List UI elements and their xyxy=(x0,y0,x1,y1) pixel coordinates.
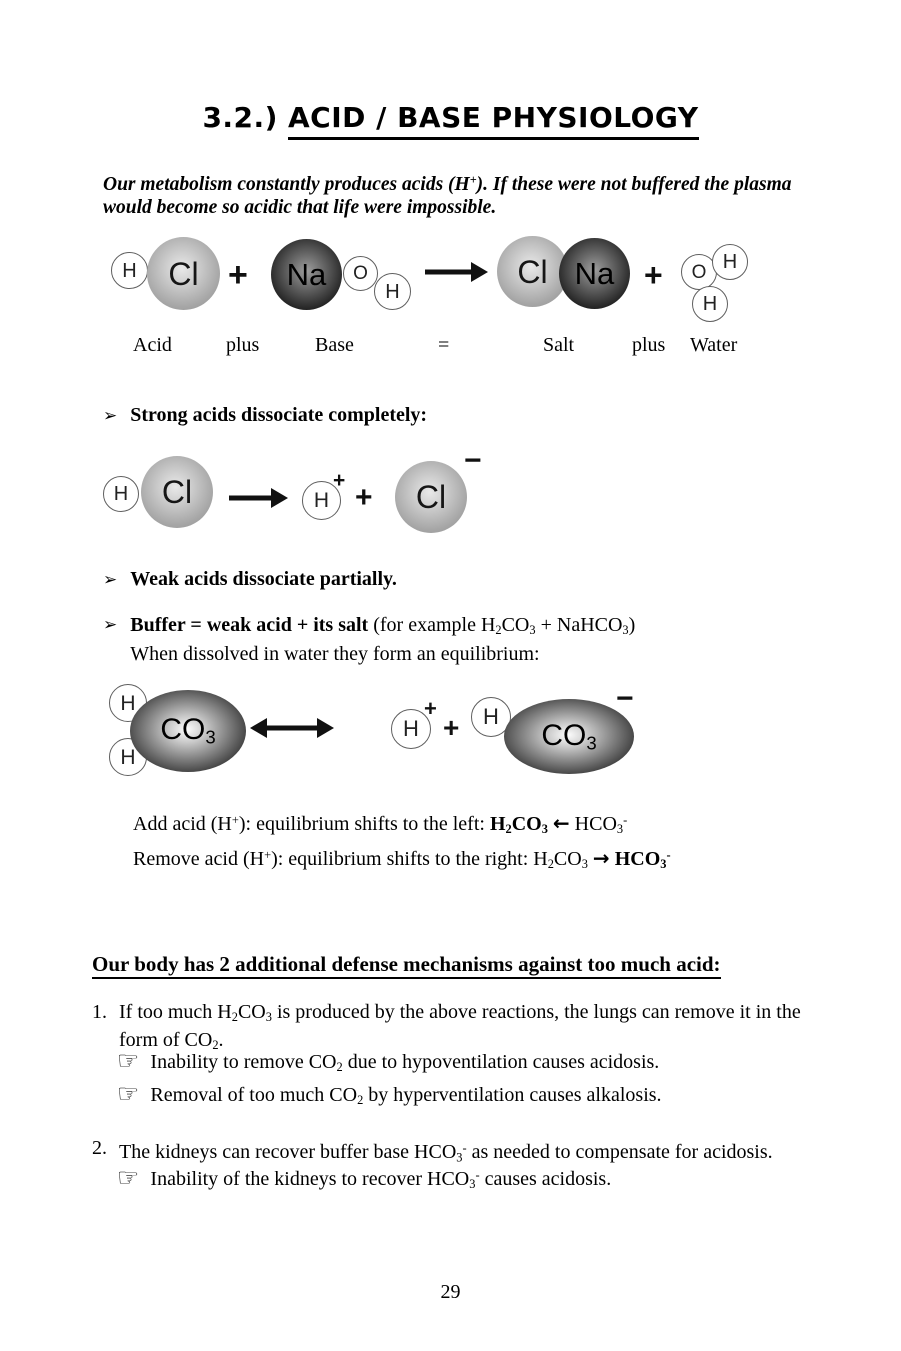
bullet-strong-acids xyxy=(103,404,427,427)
list-number-1: 1. xyxy=(92,1001,107,1023)
arrowhead-bullet-icon: ➢ xyxy=(103,406,118,426)
plus-operator: + xyxy=(355,481,373,514)
pointer-note-2: ☞ Removal of too much $CO_2$ by hyperventilation causes alkalosis. xyxy=(117,1079,662,1108)
equation-label-equals: = xyxy=(438,334,450,356)
arrowhead-bullet-icon: ➢ xyxy=(103,615,118,635)
atom-chlorine: Cl xyxy=(141,456,213,528)
equation-label-plus: plus xyxy=(226,334,260,356)
plus-charge: + xyxy=(424,696,437,721)
pointer-note-3: ☞ Inability of the kidneys to recover $HCO_3^-$ causes acidosis. xyxy=(117,1163,612,1192)
bullet-text: Weak acids dissociate partially. xyxy=(130,568,397,590)
atom-chlorine: Cl xyxy=(147,237,220,310)
molecule-bicarbonate: $CO_3$ xyxy=(504,699,634,774)
atom-hydrogen-ion: H xyxy=(391,709,431,749)
plus-operator: + xyxy=(228,256,248,294)
bullet-text: Strong acids dissociate completely: xyxy=(130,404,428,426)
equation-label-salt: Salt xyxy=(543,334,575,356)
atom-oxygen: O xyxy=(681,254,717,290)
atom-hydrogen: H xyxy=(712,244,748,280)
defense-heading: Our body has 2 additional defense mechanisms against too much acid: xyxy=(92,952,721,977)
arrowhead-bullet-icon: ➢ xyxy=(103,570,118,590)
pointing-hand-icon: ☞ xyxy=(117,1163,140,1192)
atom-hydrogen: H xyxy=(103,476,139,512)
right-arrow-icon xyxy=(228,487,288,509)
atom-hydrogen: H xyxy=(692,286,728,322)
pointing-hand-icon: ☞ xyxy=(117,1079,140,1108)
pointer-note-1: ☞ Inability to remove $CO_2$ due to hypoventilation causes acidosis. xyxy=(117,1046,660,1075)
atom-hydrogen: H xyxy=(374,273,411,310)
atom-sodium: Na xyxy=(559,238,630,309)
atom-oxygen: O xyxy=(343,256,378,291)
bullet-buffer xyxy=(103,613,635,666)
pointing-hand-icon: ☞ xyxy=(117,1046,140,1075)
atom-hydrogen-ion: H xyxy=(302,481,341,520)
list-number-2: 2. xyxy=(92,1137,107,1159)
list-item-1: If too much $H_2CO_3$ is produced by the above reactions, the lungs can remove it in the form of $CO_2$. xyxy=(119,1001,801,1053)
list-item-2: The kidneys can recover buffer base $HCO_3^-$ as needed to compensate for acidosis. xyxy=(119,1141,773,1165)
minus-charge: − xyxy=(616,682,634,715)
equation-label-acid: Acid xyxy=(133,334,172,356)
bullet-weak-acids xyxy=(103,568,397,591)
equilibrium-double-arrow-icon xyxy=(250,717,334,739)
plus-operator: + xyxy=(443,712,460,743)
title-text: ACID / BASE PHYSIOLOGY xyxy=(288,101,699,140)
section-number: 3.2.) xyxy=(202,101,278,134)
page-title xyxy=(0,101,901,134)
plus-charge: + xyxy=(333,469,346,492)
right-arrow-icon xyxy=(424,261,488,283)
buffer-definition: Buffer = weak acid + its salt (for example $H_2CO_3$ + NaHCO$_3$) xyxy=(130,614,636,638)
molecule-carbonate: $CO_3$ xyxy=(130,690,246,772)
buffer-equilibrium-note: When dissolved in water they form an equilibrium: xyxy=(130,643,540,666)
atom-chloride-ion: Cl xyxy=(395,461,467,533)
intro-paragraph: Our metabolism constantly produces acids (H+). If these were not buffered the plasma would become so acidic that life were impossible. xyxy=(103,173,792,219)
equation-label-water: Water xyxy=(690,334,738,356)
atom-sodium: Na xyxy=(271,239,342,310)
equation-label-plus: plus xyxy=(632,334,666,356)
equation-label-base: Base xyxy=(315,334,354,356)
atom-hydrogen: H xyxy=(471,697,511,737)
page-number: 29 xyxy=(440,1281,461,1303)
minus-charge: − xyxy=(464,444,482,477)
atom-hydrogen: H xyxy=(109,738,147,776)
atom-hydrogen: H xyxy=(111,252,148,289)
atom-hydrogen: H xyxy=(109,684,147,722)
plus-operator: + xyxy=(644,257,663,293)
atom-chlorine: Cl xyxy=(497,236,568,307)
note-remove-acid: Remove acid (H+): equilibrium shifts to the right: $H_2CO_3 \to HCO_3^-$ xyxy=(133,846,671,872)
note-add-acid: Add acid (H+): equilibrium shifts to the left: $H_2CO_3$ ← $HCO_3^-$ xyxy=(133,811,628,837)
